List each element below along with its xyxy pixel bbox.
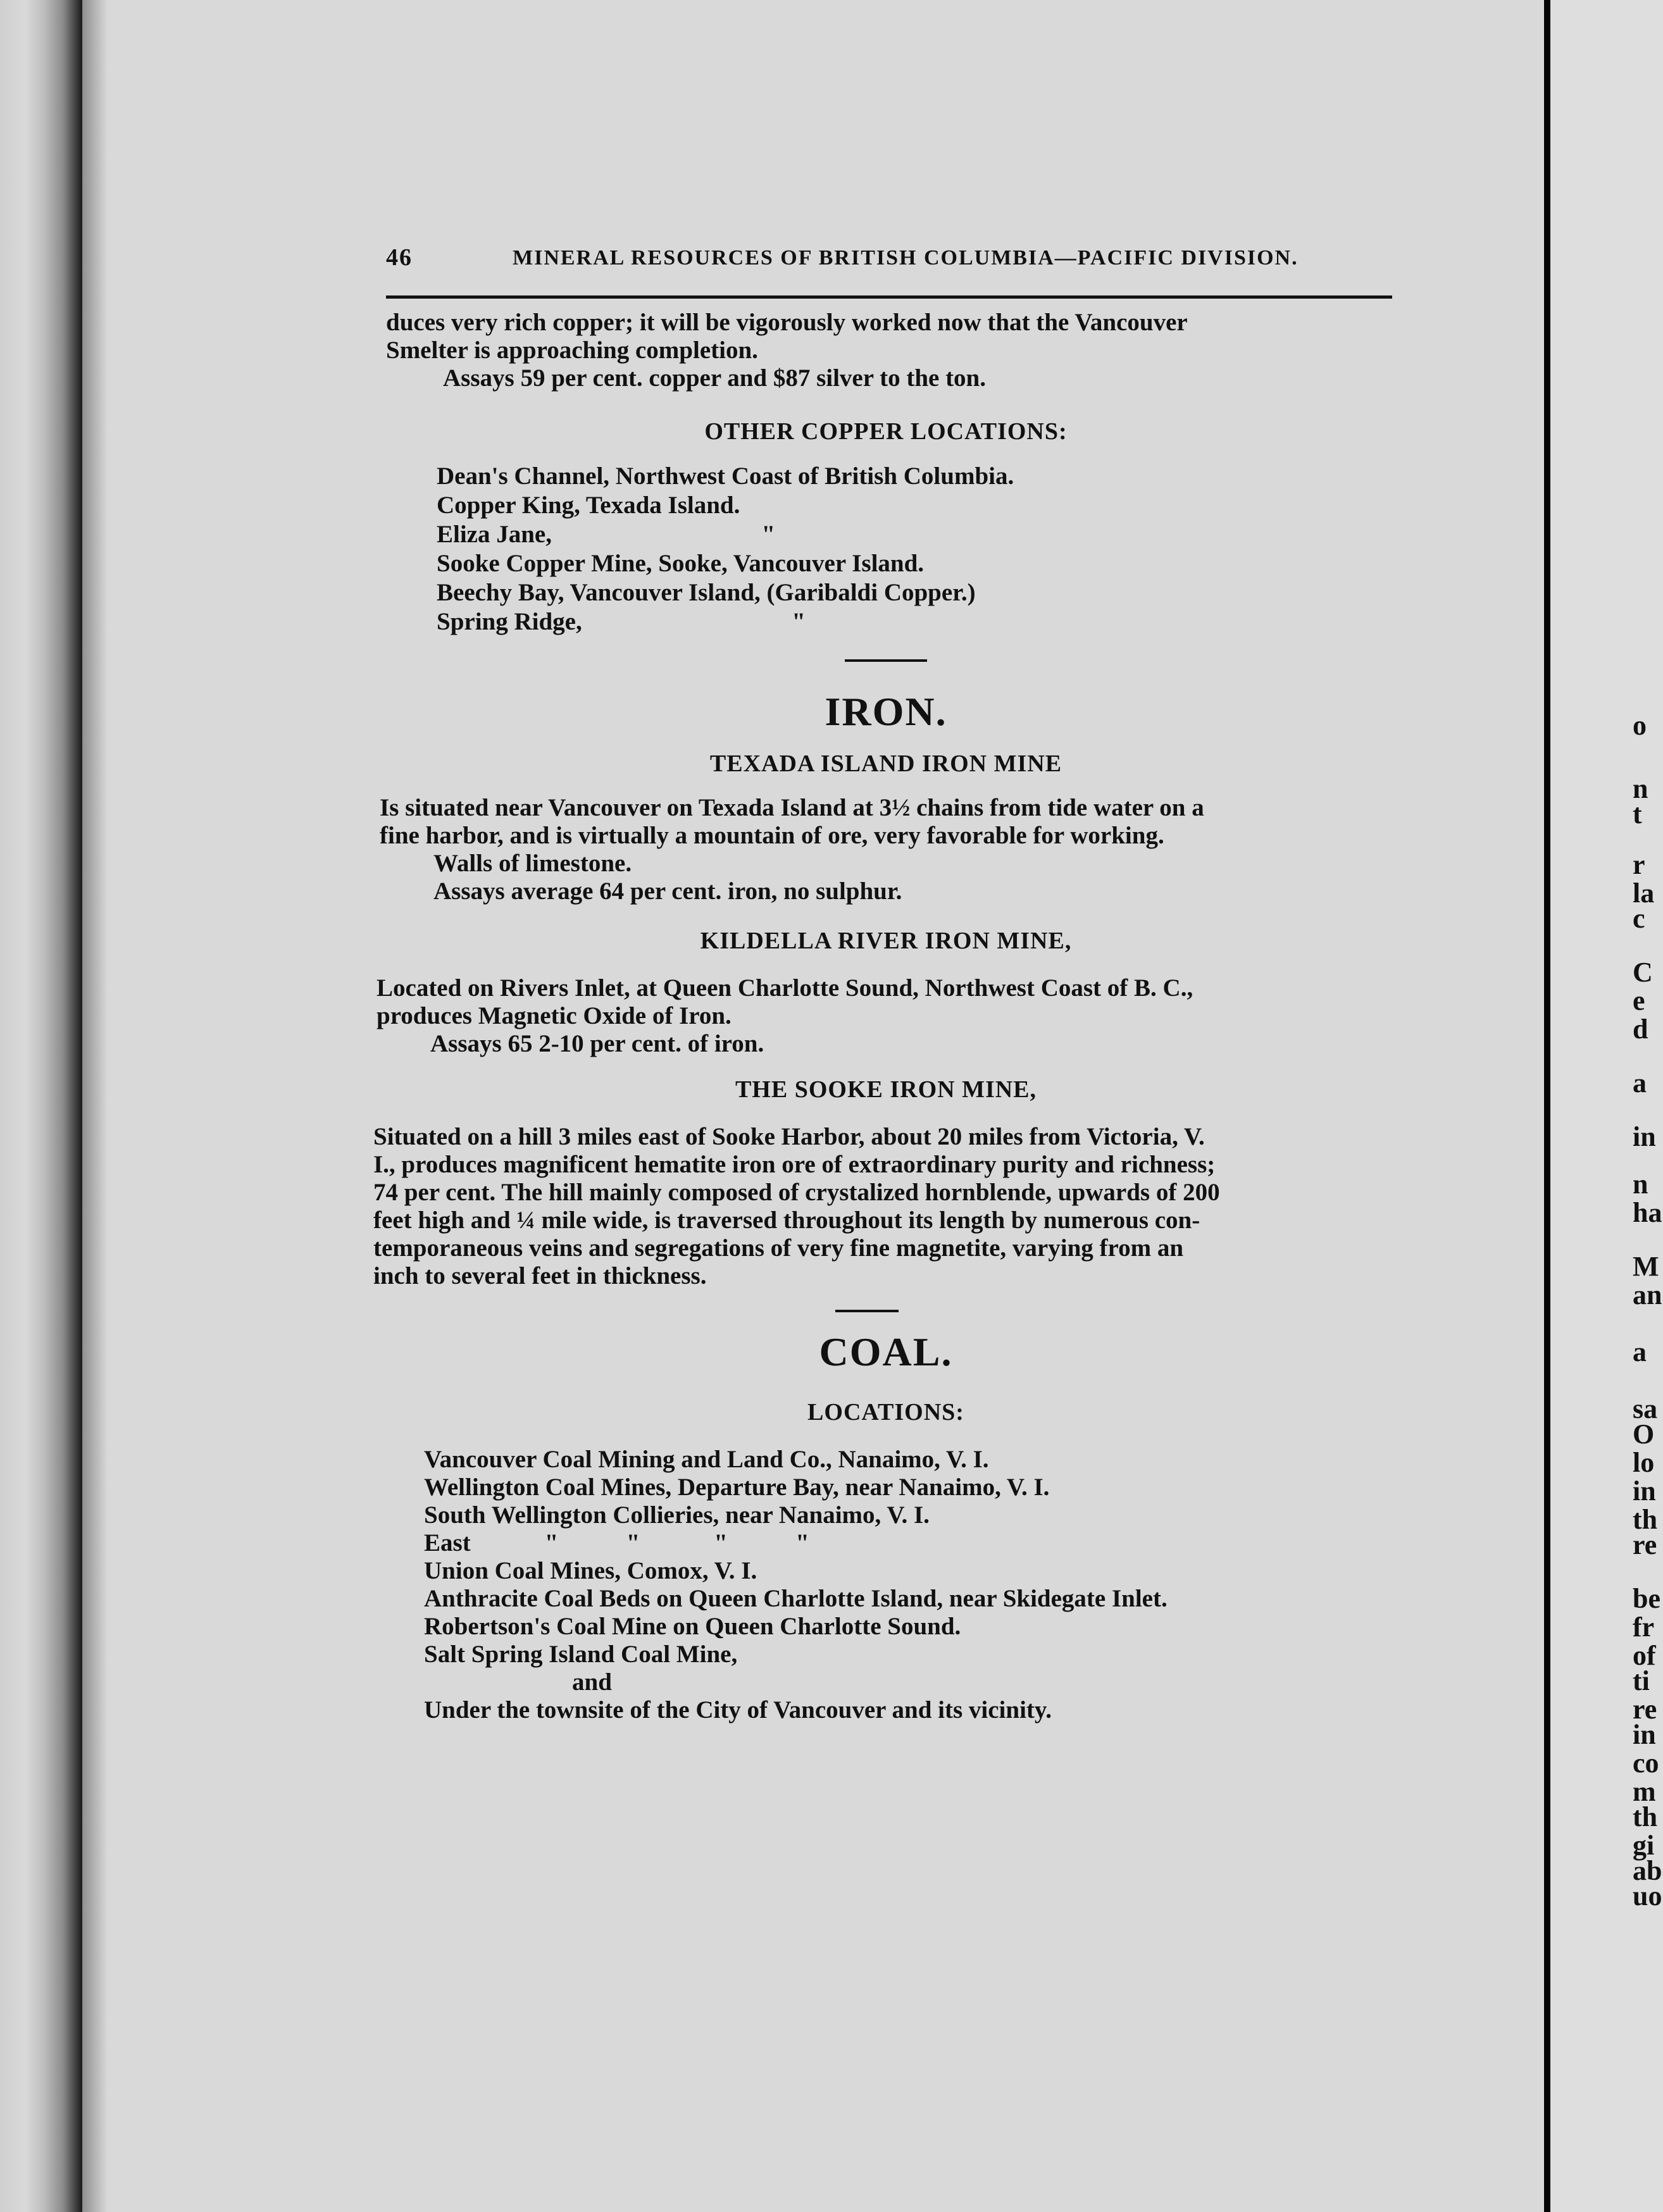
copper-locations-heading: OTHER COPPER LOCATIONS: <box>704 418 1068 445</box>
facing-fragment: re <box>1633 1694 1657 1725</box>
texada-paragraph <box>380 794 1405 905</box>
paragraph-line: produces Magnetic Oxide of Iron. <box>377 1002 732 1029</box>
sooke-heading: THE SOOKE IRON MINE, <box>735 1076 1037 1103</box>
list-item: Spring Ridge, " <box>437 608 806 635</box>
header-rule <box>386 295 1392 299</box>
section-divider <box>845 659 927 662</box>
list-item: Under the townsite of the City of Vancouver and its vicinity. <box>424 1696 1052 1724</box>
coal-locations-heading: LOCATIONS: <box>807 1399 964 1426</box>
facing-fragment: in <box>1633 1476 1656 1507</box>
paragraph-line: temporaneous veins and segregations of very fine magnetite, varying from an <box>373 1234 1184 1262</box>
paragraph-line: Located on Rivers Inlet, at Queen Charlotte Sound, Northwest Coast of B. C., <box>377 974 1193 1002</box>
intro-line: duces very rich copper; it will be vigorously worked now that the Vancouver <box>386 309 1188 336</box>
list-item: Union Coal Mines, Comox, V. I. <box>424 1557 757 1584</box>
section-divider <box>835 1310 899 1312</box>
facing-fragment: sa <box>1633 1393 1658 1424</box>
list-item: Beechy Bay, Vancouver Island, (Garibaldi Copper.) <box>437 579 976 606</box>
facing-fragment: n <box>1633 1169 1648 1200</box>
facing-fragment: ab <box>1633 1855 1662 1886</box>
facing-fragment: be <box>1633 1583 1660 1614</box>
intro-paragraph <box>386 309 1398 392</box>
paragraph-line: inch to several feet in thickness. <box>373 1262 707 1289</box>
facing-fragment: fr <box>1633 1612 1655 1643</box>
paragraph-line: fine harbor, and is virtually a mountain of ore, very favorable for working. <box>380 822 1164 849</box>
facing-fragment: O <box>1633 1419 1655 1450</box>
intro-line: Smelter is approaching completion. <box>386 337 758 364</box>
list-item: Robertson's Coal Mine on Queen Charlotte Sound. <box>424 1613 961 1640</box>
facing-fragment: gi <box>1633 1830 1655 1861</box>
list-item: Vancouver Coal Mining and Land Co., Nanaimo, V. I. <box>424 1446 989 1473</box>
facing-fragment: la <box>1633 878 1655 909</box>
paragraph-line: I., produces magnificent hematite iron ore of extraordinary purity and richness; <box>373 1151 1216 1178</box>
facing-fragment: c <box>1633 903 1645 934</box>
copper-locations-list <box>437 462 1386 637</box>
facing-fragment: lo <box>1633 1447 1655 1478</box>
facing-fragment: in <box>1633 1121 1656 1152</box>
facing-fragment: th <box>1633 1504 1658 1535</box>
paragraph-line: Situated on a hill 3 miles east of Sooke Harbor, about 20 miles from Victoria, V. <box>373 1123 1205 1150</box>
paragraph-line: Walls of limestone. <box>433 850 632 877</box>
intro-assay: Assays 59 per cent. copper and $87 silver to the ton. <box>443 364 986 392</box>
paragraph-line: 74 per cent. The hill mainly composed of crystalized hornblende, upwards of 200 <box>373 1179 1220 1206</box>
facing-fragment: t <box>1633 798 1642 830</box>
facing-fragment: o <box>1633 710 1647 741</box>
iron-heading: IRON. <box>825 689 947 734</box>
facing-fragment: a <box>1633 1067 1647 1098</box>
kildella-paragraph <box>377 974 1402 1058</box>
facing-fragment: m <box>1633 1776 1656 1807</box>
facing-fragment: th <box>1633 1801 1658 1832</box>
page-number: 46 <box>386 244 413 271</box>
facing-fragment: ha <box>1633 1197 1662 1228</box>
list-item: East " " " " <box>424 1529 809 1556</box>
facing-fragment: in <box>1633 1719 1656 1750</box>
facing-fragment: ti <box>1633 1665 1650 1696</box>
facing-page-edge <box>1550 0 1663 2212</box>
list-item: Wellington Coal Mines, Departure Bay, near Nanaimo, V. I. <box>424 1474 1050 1501</box>
facing-fragment: co <box>1633 1748 1659 1779</box>
kildella-heading: KILDELLA RIVER IRON MINE, <box>700 928 1072 954</box>
coal-heading: COAL. <box>819 1329 953 1374</box>
facing-fragment: uo <box>1633 1880 1662 1911</box>
paragraph-line: Assays average 64 per cent. iron, no sulphur. <box>433 878 902 905</box>
facing-fragment: r <box>1633 849 1645 880</box>
paragraph-line: Assays 65 2-10 per cent. of iron. <box>430 1030 764 1057</box>
facing-fragment: re <box>1633 1529 1657 1560</box>
facing-fragment: d <box>1633 1014 1648 1045</box>
facing-fragment: of <box>1633 1640 1656 1671</box>
facing-fragment: an <box>1633 1279 1662 1310</box>
list-item: Anthracite Coal Beds on Queen Charlotte Island, near Skidegate Inlet. <box>424 1585 1168 1612</box>
list-item: Sooke Copper Mine, Sooke, Vancouver Island. <box>437 550 925 577</box>
list-item: and <box>424 1668 612 1696</box>
page-gutter <box>1544 0 1550 2212</box>
running-header <box>297 244 1398 307</box>
facing-fragment: M <box>1633 1251 1659 1282</box>
texada-heading: TEXADA ISLAND IRON MINE <box>709 750 1062 777</box>
facing-fragment: e <box>1633 985 1645 1016</box>
facing-fragment: a <box>1633 1336 1647 1367</box>
facing-fragment: n <box>1633 773 1648 804</box>
facing-fragment: C <box>1633 957 1653 988</box>
running-title: MINERAL RESOURCES OF BRITISH COLUMBIA—PACIFIC DIVISION. <box>513 246 1299 270</box>
paragraph-line: Is situated near Vancouver on Texada Island at 3½ chains from tide water on a <box>380 794 1204 821</box>
sooke-paragraph <box>373 1123 1405 1290</box>
list-item: Dean's Channel, Northwest Coast of British Columbia. <box>437 463 1014 490</box>
coal-locations-list <box>424 1446 1398 1724</box>
list-item: Copper King, Texada Island. <box>437 492 740 519</box>
list-item: Eliza Jane, " <box>437 521 776 548</box>
paragraph-line: feet high and ¼ mile wide, is traversed throughout its length by numerous con- <box>373 1207 1200 1234</box>
list-item: Salt Spring Island Coal Mine, <box>424 1641 738 1668</box>
scan-binding-edge <box>0 0 82 2212</box>
list-item: South Wellington Collieries, near Nanaimo, V. I. <box>424 1501 930 1529</box>
